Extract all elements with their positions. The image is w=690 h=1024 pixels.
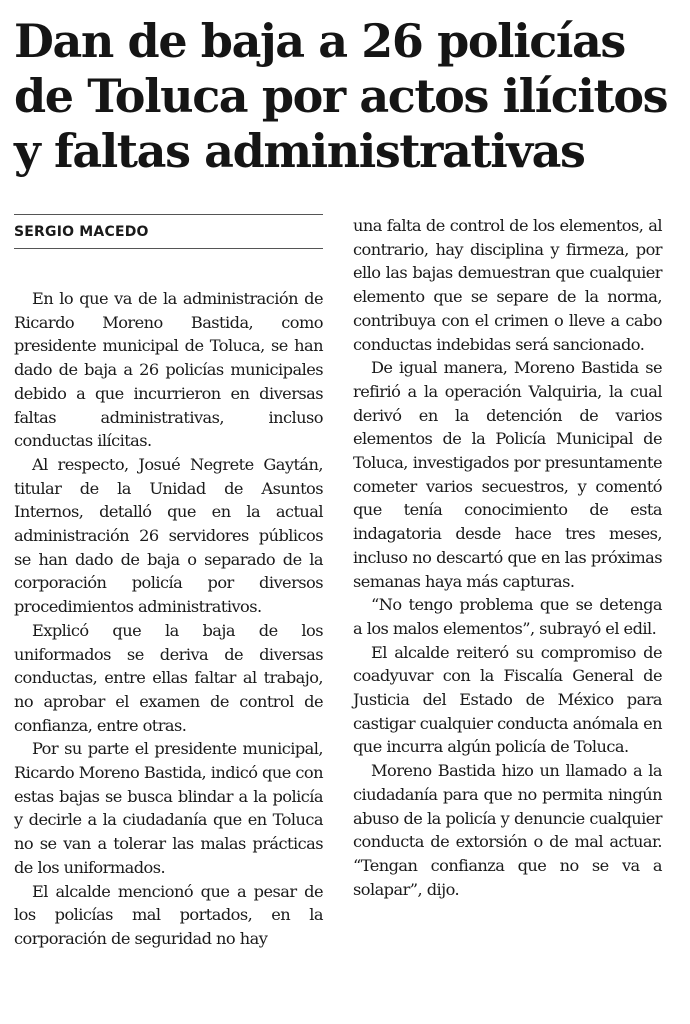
byline-rule xyxy=(14,214,323,249)
left-column xyxy=(14,214,323,951)
paragraph: De igual manera, Moreno Bastida se refirió a la operación Valquiria, la cual derivó en la detención de varios elementos de la Policía Municipal de Toluca, investigados por presuntamente cometer varios secuestros, y comentó que tenía conocimiento de esta indagatoria desde hace tres meses, incluso no descartó que en las próximas semanas haya más capturas. xyxy=(353,358,662,591)
headline: Dan de baja a 26 policías de Toluca por actos ilícitos y faltas administrativas xyxy=(14,14,668,178)
paragraph-continued: una falta de control de los elementos, al contrario, hay disciplina y firmeza, por ello las bajas demuestran que cualquier elemento que se separe de la norma, contribuya con el crimen o lleve a cabo conductas indebidas será sancionado. xyxy=(353,216,662,354)
paragraph: El alcalde mencionó que a pesar de los policías mal portados, en la corporación de seguridad no hay xyxy=(14,881,323,948)
paragraph: “No tengo problema que se detenga a los malos elementos”, subrayó el edil. xyxy=(353,595,662,638)
right-column xyxy=(353,214,662,901)
paragraph: Explicó que la baja de los uniformados se deriva de diversas conductas, entre ellas faltar al trabajo, no aprobar el examen de control de confianza, entre otras. xyxy=(14,620,323,735)
byline: SERGIO MACEDO xyxy=(14,223,149,240)
paragraph: En lo que va de la administración de Ricardo Moreno Bastida, como presidente municipal de Toluca, se han dado de baja a 26 policías municipales debido a que incurrieron en diversas faltas administrativas, incluso conductas ilícitas. xyxy=(14,289,323,451)
paragraph: El alcalde reiteró su compromiso de coadyuvar con la Fiscalía General de Justicia del Estado de México para castigar cualquier conducta anómala en que incurra algún policía de Toluca. xyxy=(353,642,662,757)
paragraph: Al respecto, Josué Negrete Gaytán, titular de la Unidad de Asuntos Internos, detalló que en la actual administración 26 servidores públicos se han dado de baja o separado de la corporación policía por diversos procedimientos administrativos. xyxy=(14,454,323,617)
paragraph: Moreno Bastida hizo un llamado a la ciudadanía para que no permita ningún abuso de la policía y denuncie cualquier conducta de extorsión o de mal actuar. “Tengan confianza que no se va a solapar”, dijo. xyxy=(353,761,662,899)
paragraph: Por su parte el presidente municipal, Ricardo Moreno Bastida, indicó que con estas bajas se busca blindar a la policía y decirle a la ciudadanía que en Toluca no se van a tolerar las malas prácticas de los uniformados. xyxy=(14,739,323,877)
